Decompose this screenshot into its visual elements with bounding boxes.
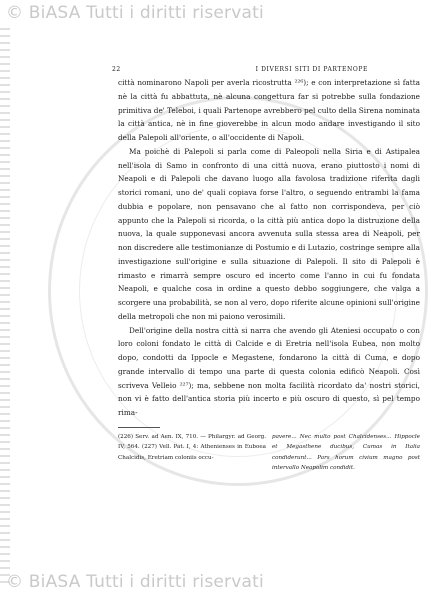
footnote-rule [118,427,160,428]
page-edge-shadow [0,28,10,588]
page-number: 22 [112,66,121,73]
footnotes [118,432,420,474]
paragraph-1: città nominarono Napoli per averla ricostrutta ²²⁶); e con interpretazione sì fatta nè la città fu abbattuta, nè alcuna congettura far si potrebbe sulla fondazione primitiva de' Teleboi, i quali Partenope avrebbero pel culto della Sirena nominata la città antica, nè in fine gioverebbe in alcun modo andare investigando il sito della Palepoli all'oriente, o all'occidente di Napoli. [118,78,420,142]
footnote-right-column: pavere... Nec multo post Chalcidenses... Hippocle et Megasthene ducibus, Cumas in Italia condiderunt... Pars horum civium magno post intervallo Neapolim condidit. [272,433,420,472]
main-text [118,76,420,420]
paragraph-2: Ma poichè di Palepoli si parla come di Paleopoli nella Siria e di Astipalea nell'isola di Samo in confronto di una città nuova, erano piuttosto i nomi di Neapoli e di Palepoli che davano luogo alla favolosa tradizione riferita dagli storici romani, uno de' quali copiava forse l'altro, o seguendo entrambi la fama dubbia e popolare, non pensavano che al fatto non corrispondeva, per ciò appunto che la Palepoli si ricorda, o la città più antica dopo la distruzione della nuova, la quale supponevasi ancora avvenuta sulla stessa area di Neapoli, per non discredere alle testimonianze di Postumio e di Lutazio, costringe sempre alla investigazione sull'origine e sulla situazione di Palepoli. Il sito di Palepoli è rimasto e rimarrà sempre oscuro ed incerto come l'anno in cui fu fondata Neapoli, e qualche cosa in ordine a questo debbo soggiungere, che valga a scorgere una probabilità, se non al vero, dopo riferite alcune opinioni sull'origine della metropoli che non mi paiono verosimili. [118,146,420,321]
running-title: I DIVERSI SITI DI PARTENOPE [255,66,368,73]
book-page [112,66,420,474]
running-header [112,66,368,76]
footnote-left-column: (226) Serv. ad Aen. IX, 710. — Philargyr. ad Georg. IV, 564. (227) Vell. Pat. I, 4: Athenienses in Euboea Chalcidis, Eretriam coloniis occu- [118,433,266,461]
paragraph-3: Dell'origine della nostra città si narra che avendo gli Ateniesi occupato o con loro coloni fondato le città di Calcide e di Eretria nell'isola Eubea, non molto dopo, condotti da Ippocle e Megastene, fondarono la città di Cuma, e dopo grande intervallo di tempo una parte di questa colonia edificò Neapoli. Così scriveva Velleio ²²⁷); ma, sebbene non molta facilità ricordato da' nostri storici, non vi è fatto dell'antica storia più incerto e più oscuro di questo, sì pel tempo rima- [118,325,420,417]
watermark-bottom: © BiASA Tutti i diritti riservati [6,572,264,592]
watermark-top: © BiASA Tutti i diritti riservati [6,3,264,23]
